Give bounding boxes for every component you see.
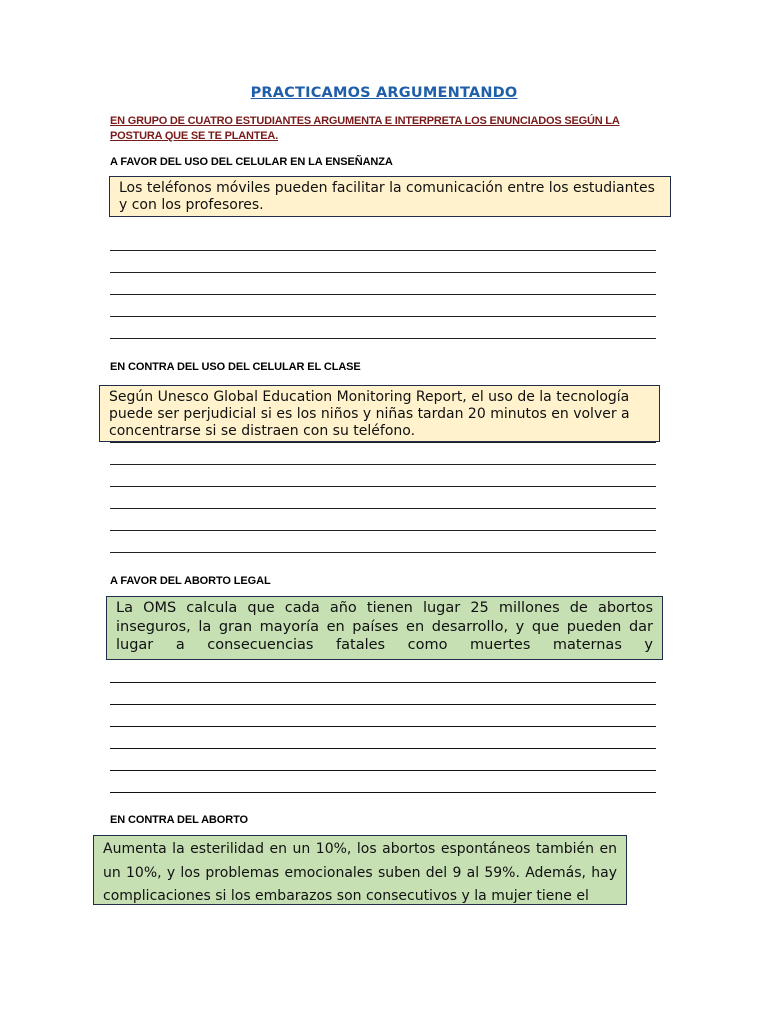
answer-line[interactable] xyxy=(110,272,656,273)
argument-box-phone-con: Según Unesco Global Education Monitoring Report, el uso de la tecnología puede ser perjudicial si es los niños y niñas tardan 20 minutos en volver a concentrarse si se distraen con su teléfono. xyxy=(99,385,660,442)
answer-line[interactable] xyxy=(110,508,656,509)
answer-line[interactable] xyxy=(110,486,656,487)
answer-line[interactable] xyxy=(110,770,656,771)
section-heading-phone-pro: A FAVOR DEL USO DEL CELULAR EN LA ENSEÑANZA xyxy=(110,156,393,168)
argument-box-abortion-con: Aumenta la esterilidad en un 10%, los abortos espontáneos también en un 10%, y los problemas emocionales suben del 9 al 59%. Además, hay complicaciones si los embarazos son consecutivos y la mujer tiene el xyxy=(93,835,627,905)
answer-line[interactable] xyxy=(110,682,656,683)
answer-line[interactable] xyxy=(110,704,656,705)
instructions: EN GRUPO DE CUATRO ESTUDIANTES ARGUMENTA E INTERPRETA LOS ENUNCIADOS SEGÚN LA POSTURA QUE SE TE PLANTEA. xyxy=(110,115,620,142)
argument-box-phone-pro: Los teléfonos móviles pueden facilitar la comunicación entre los estudiantes y con los profesores. xyxy=(109,176,671,217)
answer-line[interactable] xyxy=(110,748,656,749)
section-heading-phone-con: EN CONTRA DEL USO DEL CELULAR EL CLASE xyxy=(110,361,361,373)
answer-line[interactable] xyxy=(110,530,656,531)
page-title: PRACTICAMOS ARGUMENTANDO xyxy=(250,85,518,101)
answer-line[interactable] xyxy=(110,552,656,553)
answer-line[interactable] xyxy=(110,442,656,443)
section-heading-abortion-pro: A FAVOR DEL ABORTO LEGAL xyxy=(110,575,271,587)
answer-line[interactable] xyxy=(110,464,656,465)
argument-box-abortion-pro: La OMS calcula que cada año tienen lugar 25 millones de abortos inseguros, la gran mayoría en países en desarrollo, y que pueden dar lugar a consecuencias fatales como muertes maternas y xyxy=(106,596,663,660)
answer-line[interactable] xyxy=(110,250,656,251)
answer-line[interactable] xyxy=(110,792,656,793)
answer-line[interactable] xyxy=(110,338,656,339)
answer-line[interactable] xyxy=(110,294,656,295)
section-heading-abortion-con: EN CONTRA DEL ABORTO xyxy=(110,814,248,826)
answer-line[interactable] xyxy=(110,726,656,727)
answer-line[interactable] xyxy=(110,316,656,317)
